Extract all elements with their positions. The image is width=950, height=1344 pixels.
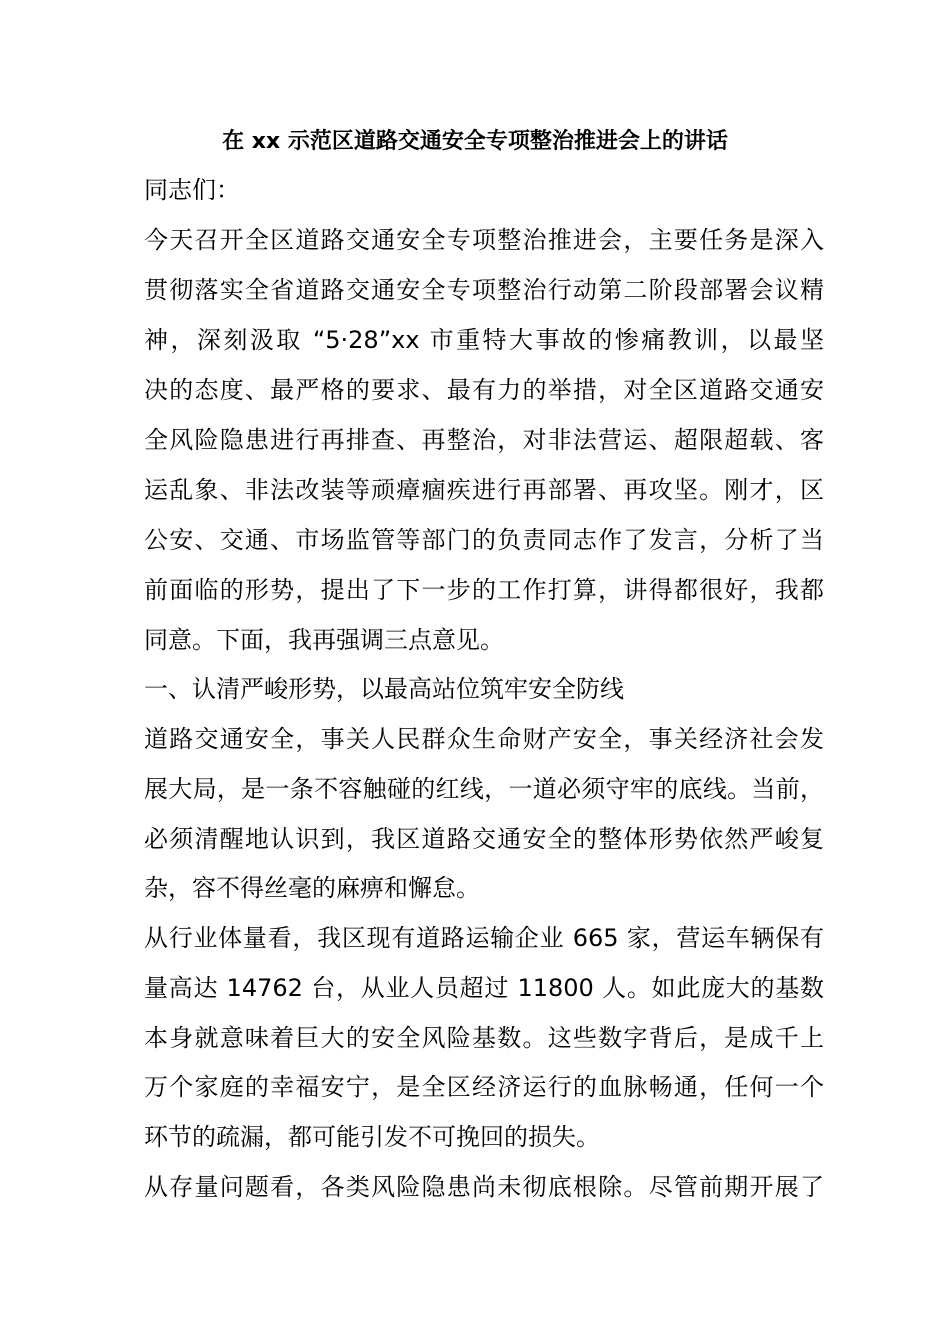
body-line: 杂，容不得丝毫的麻痹和懈怠。 (144, 874, 480, 902)
body-line: 贯彻落实全省道路交通安全专项整治行动第二阶段部署会议精 (144, 276, 824, 304)
body-line: 从存量问题看，各类风险隐患尚未彻底根除。尽管前期开展了 (144, 1173, 824, 1201)
section-heading: 一、认清严峻形势，以最高站位筑牢安全防线 (144, 675, 624, 703)
body-line: 前面临的形势，提出了下一步的工作打算，讲得都很好，我都 (144, 576, 824, 604)
body-line: 从行业体量看，我区现有道路运输企业 665 家，营运车辆保有 (144, 924, 824, 952)
salutation-line: 同志们： (144, 176, 240, 204)
body-line: 同意。下面，我再强调三点意见。 (144, 626, 504, 654)
body-line: 今天召开全区道路交通安全专项整治推进会，主要任务是深入 (144, 226, 824, 254)
body-line: 环节的疏漏，都可能引发不可挽回的损失。 (144, 1123, 600, 1151)
body-line: 展大局，是一条不容触碰的红线，一道必须守牢的底线。当前， (144, 775, 824, 803)
body-line: 道路交通安全，事关人民群众生命财产安全，事关经济社会发 (144, 725, 824, 753)
body-line: 必须清醒地认识到，我区道路交通安全的整体形势依然严峻复 (144, 825, 824, 853)
body-line: 神，深刻汲取 “5·28”xx 市重特大事故的惨痛教训，以最坚 (144, 326, 824, 354)
body-line: 本身就意味着巨大的安全风险基数。这些数字背后，是成千上 (144, 1024, 824, 1052)
document-title: 在 xx 示范区道路交通安全专项整治推进会上的讲话 (222, 129, 728, 154)
body-line: 全风险隐患进行再排查、再整治，对非法营运、超限超载、客 (144, 426, 824, 454)
body-line: 万个家庭的幸福安宁，是全区经济运行的血脉畅通，任何一个 (144, 1073, 824, 1101)
body-line: 公安、交通、市场监管等部门的负责同志作了发言，分析了当 (144, 526, 824, 554)
body-line: 决的态度、最严格的要求、最有力的举措，对全区道路交通安 (144, 376, 824, 404)
body-line: 运乱象、非法改装等顽瘴痼疾进行再部署、再攻坚。刚才，区 (144, 476, 824, 504)
body-line: 量高达 14762 台，从业人员超过 11800 人。如此庞大的基数 (144, 974, 824, 1002)
